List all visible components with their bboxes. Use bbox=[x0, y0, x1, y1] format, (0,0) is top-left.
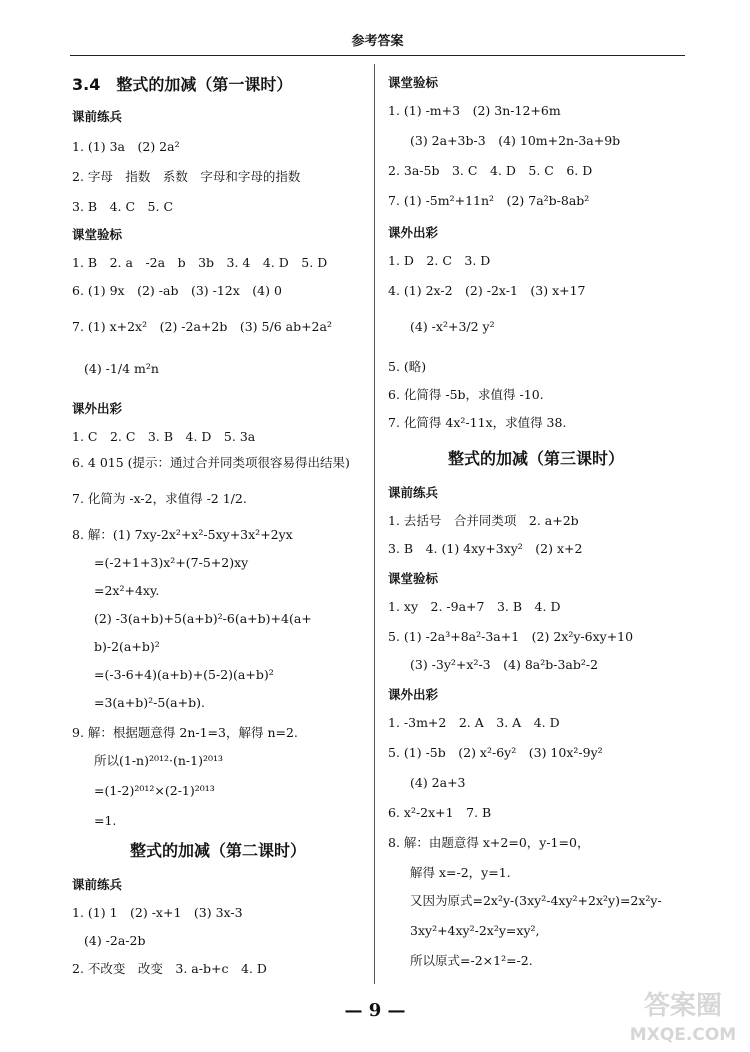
left-line-12: 6. 4 015 (提示：通过合并同类项很容易得出结果) bbox=[72, 455, 350, 470]
left-line-17: (2) -3(a+b)+5(a+b)²-6(a+b)+4(a+ bbox=[94, 611, 312, 626]
left-line-14: 8. 解：(1) 7xy-2x²+x²-5xy+3x²+2yx bbox=[72, 527, 293, 542]
right-line-9: 5. (略) bbox=[388, 359, 427, 374]
left-line-7: 6. (1) 9x (2) -ab (3) -12x (4) 0 bbox=[72, 283, 282, 298]
right-line-10: 6. 化简得 -5b，求值得 -10. bbox=[388, 387, 544, 402]
right-line-29: 所以原式=-2×1²=-2. bbox=[410, 953, 533, 968]
left-line-0: 3.4 整式的加减（第一课时） bbox=[72, 75, 293, 94]
left-line-15: =(-2+1+3)x²+(7-5+2)xy bbox=[94, 555, 249, 570]
left-line-8: 7. (1) x+2x² (2) -2a+2b (3) 5/6 ab+2a² bbox=[72, 319, 332, 334]
left-line-1: 课前练兵 bbox=[72, 109, 123, 124]
left-line-3: 2. 字母 指数 系数 字母和字母的指数 bbox=[72, 169, 301, 184]
right-line-0: 课堂验标 bbox=[388, 75, 439, 90]
left-line-19: =(-3-6+4)(a+b)+(5-2)(a+b)² bbox=[94, 667, 274, 682]
left-line-21: 9. 解：根据题意得 2n-1=3，解得 n=2. bbox=[72, 725, 298, 740]
left-line-23: =(1-2)²⁰¹²×(2-1)²⁰¹³ bbox=[94, 783, 215, 798]
right-line-2: (3) 2a+3b-3 (4) 10m+2n-3a+9b bbox=[410, 133, 621, 148]
right-line-20: 课外出彩 bbox=[388, 687, 439, 702]
right-line-28: 3xy²+4xy²-2x²y=xy², bbox=[410, 923, 540, 938]
right-line-4: 7. (1) -5m²+11n² (2) 7a²b-8ab² bbox=[388, 193, 590, 208]
left-line-13: 7. 化简为 -x-2，求值得 -2 1/2. bbox=[72, 491, 247, 506]
left-line-9: (4) -1/4 m²n bbox=[84, 361, 159, 376]
right-line-3: 2. 3a-5b 3. C 4. D 5. C 6. D bbox=[388, 163, 593, 178]
left-line-10: 课外出彩 bbox=[72, 401, 123, 416]
left-line-11: 1. C 2. C 3. B 4. D 5. 3a bbox=[72, 429, 256, 444]
left-line-2: 1. (1) 3a (2) 2a² bbox=[72, 139, 180, 154]
left-line-4: 3. B 4. C 5. C bbox=[72, 199, 174, 214]
right-line-1: 1. (1) -m+3 (2) 3n-12+6m bbox=[388, 103, 561, 118]
watermark-text-1: 答案圈 bbox=[643, 991, 723, 1021]
right-line-21: 1. -3m+2 2. A 3. A 4. D bbox=[388, 715, 560, 730]
right-line-27: 又因为原式=2x²y-(3xy²-4xy²+2x²y)=2x²y- bbox=[410, 893, 662, 908]
header-rule bbox=[70, 55, 685, 56]
left-line-16: =2x²+4xy. bbox=[94, 583, 160, 598]
right-line-13: 课前练兵 bbox=[388, 485, 439, 500]
left-line-18: b)-2(a+b)² bbox=[94, 639, 160, 654]
right-line-12: 整式的加减（第三课时） bbox=[447, 449, 624, 468]
page-number: — 9 — bbox=[344, 1000, 406, 1021]
column-divider bbox=[374, 64, 375, 984]
right-line-17: 1. xy 2. -9a+7 3. B 4. D bbox=[388, 599, 561, 614]
right-line-8: (4) -x²+3/2 y² bbox=[410, 319, 495, 334]
left-line-26: 课前练兵 bbox=[72, 877, 123, 892]
left-line-28: (4) -2a-2b bbox=[84, 933, 146, 948]
right-line-11: 7. 化简得 4x²-11x，求值得 38. bbox=[388, 415, 567, 430]
left-line-24: =1. bbox=[94, 813, 117, 828]
left-line-22: 所以(1-n)²⁰¹²·(n-1)²⁰¹³ bbox=[94, 753, 224, 768]
left-line-5: 课堂验标 bbox=[72, 227, 123, 242]
right-line-23: (4) 2a+3 bbox=[410, 775, 466, 790]
right-line-5: 课外出彩 bbox=[388, 225, 439, 240]
right-line-14: 1. 去括号 合并同类项 2. a+2b bbox=[388, 513, 579, 528]
left-line-27: 1. (1) 1 (2) -x+1 (3) 3x-3 bbox=[72, 905, 243, 920]
right-line-22: 5. (1) -5b (2) x²-6y² (3) 10x²-9y² bbox=[388, 745, 603, 760]
right-line-19: (3) -3y²+x²-3 (4) 8a²b-3ab²-2 bbox=[410, 657, 599, 672]
left-line-25: 整式的加减（第二课时） bbox=[129, 841, 306, 860]
watermark-text-2: MXQE.COM bbox=[629, 1025, 737, 1045]
watermark-logo bbox=[624, 984, 742, 1046]
right-line-16: 课堂验标 bbox=[388, 571, 439, 586]
left-line-29: 2. 不改变 改变 3. a-b+c 4. D bbox=[72, 961, 267, 976]
right-line-24: 6. x²-2x+1 7. B bbox=[388, 805, 492, 820]
right-line-26: 解得 x=-2，y=1. bbox=[410, 865, 511, 880]
page-header-title: 参考答案 bbox=[351, 34, 404, 49]
right-line-15: 3. B 4. (1) 4xy+3xy² (2) x+2 bbox=[388, 541, 583, 556]
right-line-25: 8. 解：由题意得 x+2=0，y-1=0， bbox=[388, 835, 590, 850]
left-line-20: =3(a+b)²-5(a+b). bbox=[94, 695, 205, 710]
right-line-7: 4. (1) 2x-2 (2) -2x-1 (3) x+17 bbox=[388, 283, 586, 298]
right-line-6: 1. D 2. C 3. D bbox=[388, 253, 491, 268]
right-line-18: 5. (1) -2a³+8a²-3a+1 (2) 2x²y-6xy+10 bbox=[388, 629, 634, 644]
left-line-6: 1. B 2. a -2a b 3b 3. 4 4. D 5. D bbox=[72, 255, 328, 270]
